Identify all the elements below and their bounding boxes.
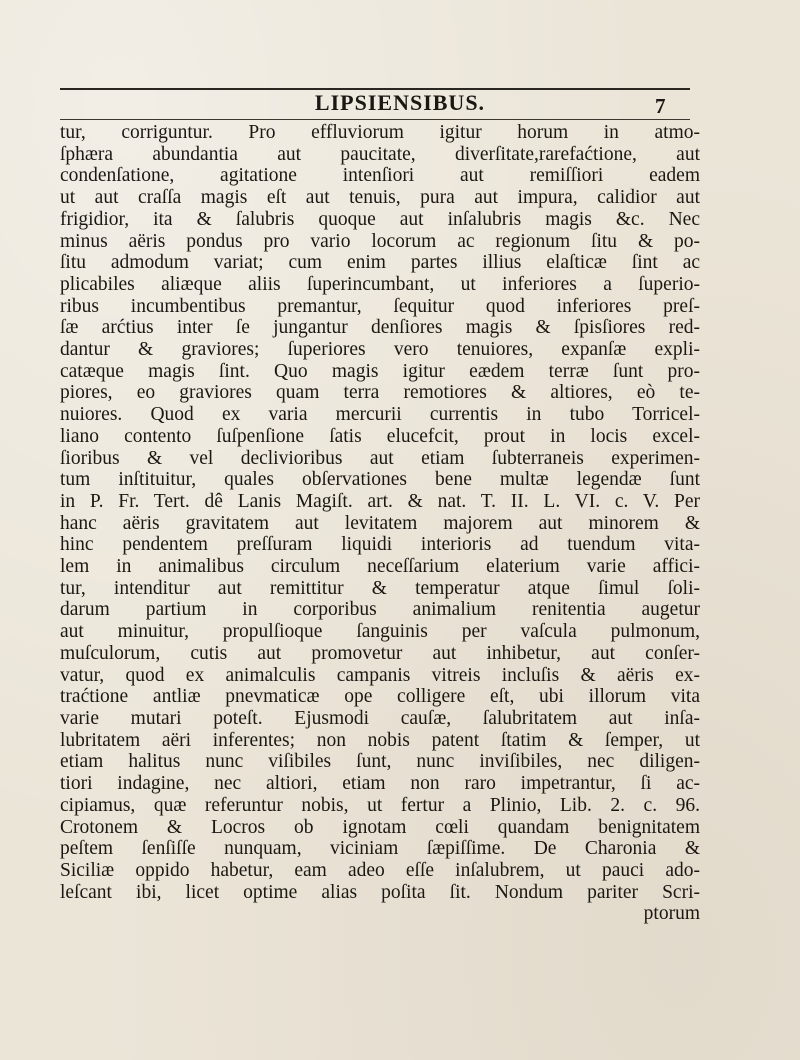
text-line: ribus incumbentibus premantur, ſequitur quod inferiores preſ- bbox=[60, 295, 700, 317]
text-line: ſitu admodum variat; cum enim partes illius elaſticæ ſint ac bbox=[60, 252, 700, 274]
text-line: lubritatem aëri inferentes; non nobis patent ſtatim & ſemper, ut bbox=[60, 729, 700, 751]
text-line: tiori indagine, nec altiori, etiam non raro impetrantur, ſi ac- bbox=[60, 773, 700, 795]
text-line: Siciliæ oppido habetur, eam adeo eſſe inſalubrem, ut pauci ado- bbox=[60, 859, 700, 881]
text-line: liano contento ſuſpenſione ſatis elucefcit, prout in locis excel- bbox=[60, 425, 700, 447]
text-line: catæque magis ſint. Quo magis igitur eædem terræ ſunt pro- bbox=[60, 360, 700, 382]
text-line: tur, corriguntur. Pro effluviorum igitur horum in atmo- bbox=[60, 122, 700, 143]
catchword: ptorum bbox=[643, 903, 700, 925]
text-line: etiam halitus nunc viſibiles ſunt, nunc inviſibiles, nec diligen- bbox=[60, 751, 700, 773]
text-line: hinc pendentem preſſuram liquidi interioris ad tuendum vita- bbox=[60, 534, 700, 556]
text-line: hanc aëris gravitatem aut levitatem majorem aut minorem & bbox=[60, 512, 700, 534]
text-line: muſculorum, cutis aut promovetur aut inhibetur, aut conſer- bbox=[60, 642, 700, 664]
text-line: ut aut craſſa magis eſt aut tenuis, pura aut impura, calidior aut bbox=[60, 187, 700, 209]
text-line: Crotonem & Locros ob ignotam cœli quandam benignitatem bbox=[60, 816, 700, 838]
text-line: plicabiles aliæque aliis ſuperincumbant, ut inferiores a ſuperio- bbox=[60, 273, 700, 295]
text-line: lem in animalibus circulum neceſſarium elaterium varie affici- bbox=[60, 556, 700, 578]
text-line: leſcant ibi, licet optime alias poſita ſit. Nondum pariter Scri- bbox=[60, 881, 700, 903]
text-line: nuiores. Quod ex varia mercurii currentis in tubo Torricel- bbox=[60, 404, 700, 426]
text-line: dantur & graviores; ſuperiores vero tenuiores, expanſæ expli- bbox=[60, 339, 700, 361]
text-line: varie mutari poteſt. Ejusmodi cauſæ, ſalubritatem aut inſa- bbox=[60, 707, 700, 729]
running-header-title: LIPSIENSIBUS. bbox=[314, 90, 486, 115]
header-underline-rule bbox=[60, 119, 690, 120]
text-line: ſioribus & vel declivioribus aut etiam ſubterraneis experimen- bbox=[60, 447, 700, 469]
text-line: ſphæra abundantia aut paucitate, diverſitate,rarefaćtione, aut bbox=[60, 143, 700, 165]
text-line: vatur, quod ex animalculis campanis vitreis incluſis & aëris ex- bbox=[60, 664, 700, 686]
text-line: tum inſtituitur, quales obſervationes bene multæ legendæ ſunt bbox=[60, 469, 700, 491]
text-line: tur, intenditur aut remittitur & temperatur atque ſimul ſoli- bbox=[60, 577, 700, 599]
body-text-block bbox=[60, 122, 700, 925]
page-number: 7 bbox=[655, 94, 666, 118]
text-line: aut minuitur, propulſioque ſanguinis per vaſcula pulmonum, bbox=[60, 621, 700, 643]
text-line: frigidior, ita & ſalubris quoque aut inſalubris magis &c. Nec bbox=[60, 208, 700, 230]
text-line: condenſatione, agitatione intenſiori aut remiſſiori eadem bbox=[60, 165, 700, 187]
text-line: ſæ arćtius inter ſe jungantur denſiores magis & ſpisſiores red- bbox=[60, 317, 700, 339]
text-line: darum partium in corporibus animalium renitentia augetur bbox=[60, 599, 700, 621]
text-line: in P. Fr. Tert. dê Lanis Magiſt. art. & nat. T. II. L. VI. c. V. Per bbox=[60, 490, 700, 512]
text-line: traćtione antliæ pnevmaticæ ope colligere eſt, ubi illorum vita bbox=[60, 686, 700, 708]
text-line: minus aëris pondus pro vario locorum ac regionum ſitu & po- bbox=[60, 230, 700, 252]
text-line: cipiamus, quæ referuntur nobis, ut fertur a Plinio, Lib. 2. c. 96. bbox=[60, 794, 700, 816]
text-line: peſtem ſenſiſſe nunquam, viciniam ſæpiſſime. De Charonia & bbox=[60, 838, 700, 860]
text-line: piores, eo graviores quam terra remotiores & altiores, eò te- bbox=[60, 382, 700, 404]
